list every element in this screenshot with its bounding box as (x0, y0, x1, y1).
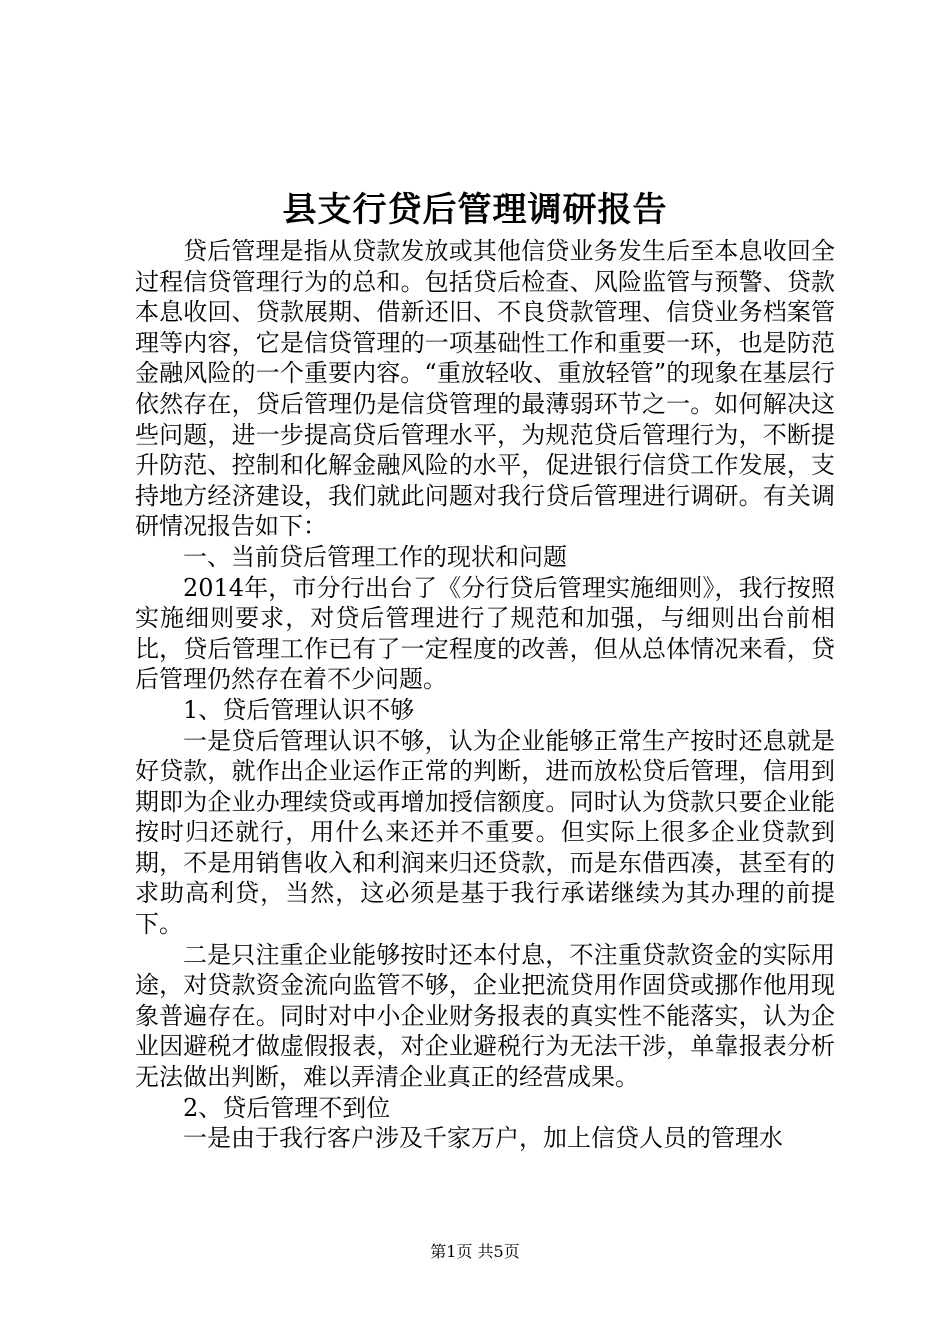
subheading-1: 1、贷后管理认识不够 (183, 695, 415, 724)
section-heading-1: 一、当前贷后管理工作的现状和问题 (183, 542, 567, 571)
document-title: 县支行贷后管理调研报告 (282, 190, 668, 230)
page-footer: 第1页 共5页 (430, 1242, 520, 1261)
subheading-2: 2、贷后管理不到位 (183, 1093, 391, 1122)
paragraph-point-3: 一是由于我行客户涉及千家万户，加上信贷人员的管理水 (183, 1124, 783, 1153)
paragraph-2014: 2014年，市分行出台了《分行贷后管理实施细则》，我行按照实施细则要求，对贷后管理进行了规范和加强，与细则出台前相比，贷后管理工作已有了一定程度的改善，但从总体情况来看，贷后管理仍然存在着不少问题。 (135, 573, 835, 694)
document-body (135, 236, 835, 1154)
paragraph-point-1: 一是贷后管理认识不够，认为企业能够正常生产按时还息就是好贷款，就作出企业运作正常的判断，进而放松贷后管理，信用到期即为企业办理续贷或再增加授信额度。同时认为贷款只要企业能按时归还就行，用什么来还并不重要。但实际上很多企业贷款到期，不是用销售收入和利润来归还贷款，而是东借西凑，甚至有的求助高利贷，当然，这必须是基于我行承诺继续为其办理的前提下。 (135, 726, 835, 939)
paragraph-intro: 贷后管理是指从贷款发放或其他信贷业务发生后至本息收回全过程信贷管理行为的总和。包括贷后检查、风险监管与预警、贷款本息收回、贷款展期、借新还旧、不良贷款管理、信贷业务档案管理等内容，它是信贷管理的一项基础性工作和重要一环，也是防范金融风险的一个重要内容。“重放轻收、重放轻管”的现象在基层行依然存在，贷后管理仍是信贷管理的最薄弱环节之一。如何解决这些问题，进一步提高贷后管理水平，为规范贷后管理行为，不断提升防范、控制和化解金融风险的水平，促进银行信贷工作发展，支持地方经济建设，我们就此问题对我行贷后管理进行调研。有关调研情况报告如下： (135, 237, 835, 541)
paragraph-point-2: 二是只注重企业能够按时还本付息，不注重贷款资金的实际用途，对贷款资金流向监管不够，企业把流贷用作固贷或挪作他用现象普遍存在。同时对中小企业财务报表的真实性不能落实，认为企业因避税才做虚假报表，对企业避税行为无法干涉，单靠报表分析无法做出判断，难以弄清企业真正的经营成果。 (135, 940, 835, 1092)
